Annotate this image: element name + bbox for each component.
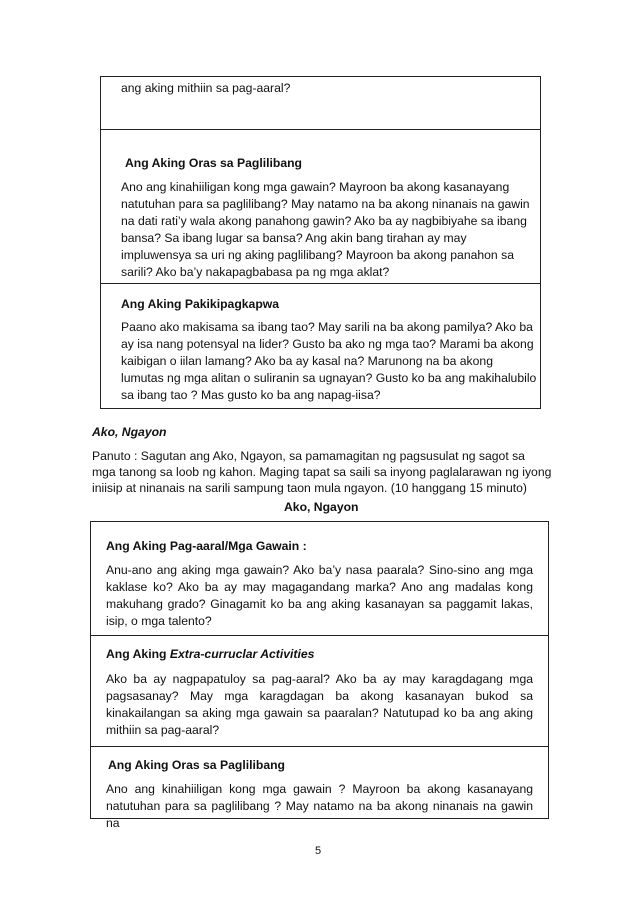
section-title: Ako, Ngayon: [92, 425, 167, 439]
oras-line-top: na dati rati’y wala akong panahong gawin? Ako ba ay nagbibiyahe sa ibang: [121, 214, 527, 228]
instruction-line: iniisip at ninanais na sarili sampung taon mula ngayon. (10 hanggang 15 minuto): [92, 481, 527, 495]
extra-line: mithiin sa pag-aaral?: [106, 723, 220, 737]
row-divider: [91, 635, 548, 636]
oras-line-top: impluwensya sa uri ng aking paglilibang? Mayroon ba akong panahon sa: [121, 248, 514, 262]
pakikipagkapwa-line: sa ibang tao ? Mas gusto ko ba ang napag-iisa?: [121, 388, 381, 402]
continuation-line: ang aking mithiin sa pag-aaral?: [121, 81, 291, 95]
oras-line-top: natutuhan para sa paglilibang? May natamo na ba akong ninanais na gawin: [121, 197, 530, 211]
extra-line: pagsasanay? May mga karagdagan ba akong kasanayan bukod sa: [106, 689, 533, 703]
pakikipagkapwa-line: Paano ako makisama sa ibang tao? May sarili na ba akong pamilya? Ako ba: [121, 320, 533, 334]
pag-aaral-heading: Ang Aking Pag-aaral/Mga Gawain :: [106, 539, 307, 553]
pakikipagkapwa-heading: Ang Aking Pakikipagkapwa: [121, 297, 280, 311]
pag-aaral-line: Anu-ano ang aking mga gawain? Ako ba’y nasa paarala? Sino-sino ang mga: [106, 563, 533, 577]
page-number: 5: [315, 845, 322, 857]
oras-line-top: sarili? Ako ba’y nakapagbabasa pa ng mga aklat?: [121, 265, 390, 279]
instruction-line: Panuto : Sagutan ang Ako, Ngayon, sa pamamagitan ng pagsusulat ng sagot sa: [92, 449, 525, 463]
oras-line-bottom: natutuhan para sa paglilibang ? May natamo na ba akong ninanais na gawin na: [106, 799, 533, 831]
pakikipagkapwa-line: ay isa nang potensyal na lider? Gusto ba ako ng mga tao? Marami ba akong: [121, 337, 534, 351]
instruction-line: mga tanong sa loob ng kahon. Maging tapat sa saili sa inyong paglalarawan ng iyong: [92, 465, 552, 479]
oras-line-top: Ano ang kinahiiligan kong mga gawain? Mayroon ba akong kasanayang: [121, 180, 510, 194]
oras-line-top: bansa? Sa ibang lugar sa bansa? Ang akin bang tirahan ay may: [121, 231, 467, 245]
pag-aaral-line: makuhang grado? Ginagamit ko ba ang aking kasanayan sa paggamit lakas,: [106, 597, 533, 611]
oras-heading-bottom: Ang Aking Oras sa Paglilibang: [108, 758, 285, 772]
extra-heading-italic: Extra-curruclar Activities: [169, 647, 315, 661]
extra-heading-plain: Ang Aking: [106, 647, 170, 661]
oras-line-bottom: Ano ang kinahiiligan kong mga gawain ? Mayroon ba akong kasanayang: [106, 782, 533, 796]
pag-aaral-line: kaklase ko? Ako ba ay may magagandang marka? Ano ang madalas kong: [106, 580, 533, 594]
pakikipagkapwa-line: lumutas ng mga alitan o suliranin sa ugnayan? Gusto ko ba ang makihalubilo: [121, 371, 537, 385]
row-divider: [101, 283, 540, 284]
oras-heading-top: Ang Aking Oras sa Paglilibang: [125, 156, 302, 170]
extra-line: Ako ba ay nagpapatuloy sa pag-aaral? Ako ba ay may karagdagang mga: [106, 672, 533, 686]
extra-line: kinakailangan sa aking mga gawain sa paaralan? Natutupad ko ba ang aking: [106, 706, 533, 720]
pag-aaral-line: isip, o mga talento?: [106, 614, 212, 628]
row-divider: [101, 129, 540, 130]
pakikipagkapwa-line: kaibigan o iilan lamang? Ako ba ay kasal na? Marunong na ba akong: [121, 354, 493, 368]
extra-heading: [106, 646, 314, 663]
box-title: Ako, Ngayon: [284, 500, 359, 514]
row-divider: [91, 746, 548, 747]
